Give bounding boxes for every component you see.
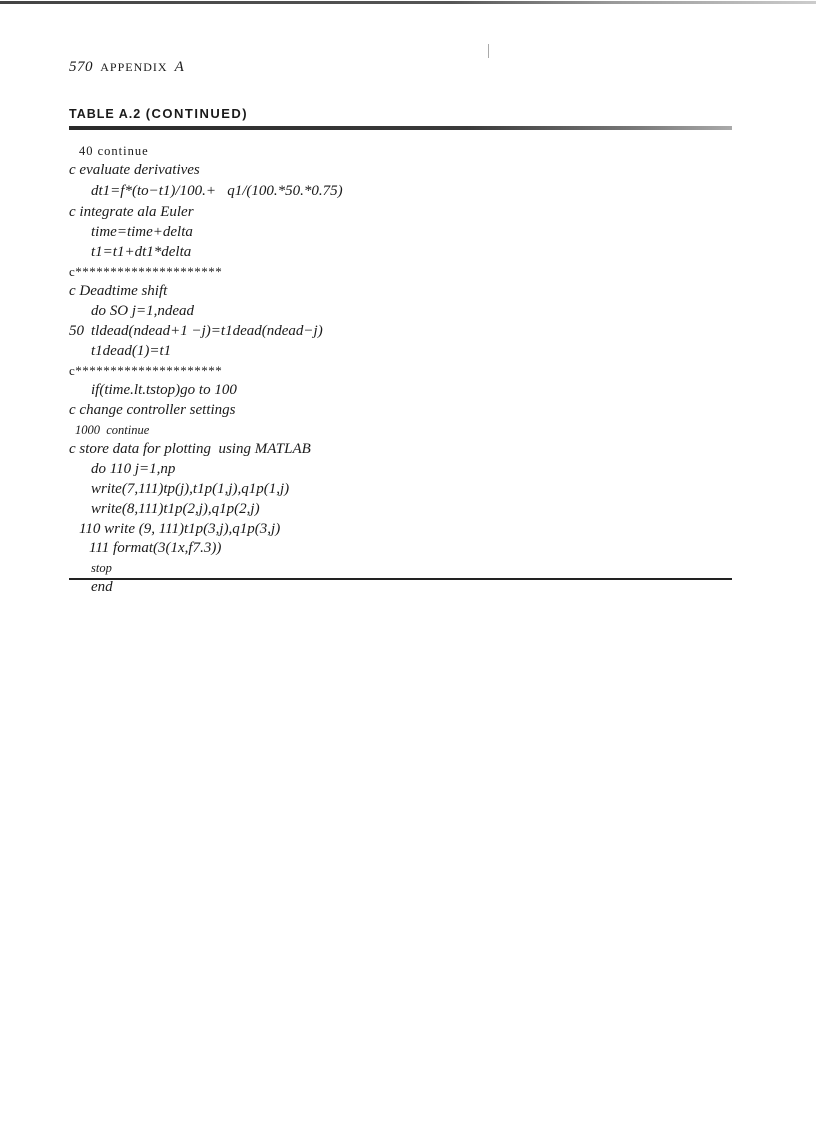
code-line: c********************* bbox=[69, 264, 223, 279]
code-line: 110 write (9, 111)t1p(3,j),q1p(3,j) bbox=[79, 521, 281, 537]
margin-mark bbox=[488, 44, 489, 58]
code-line: t1=t1+dt1*delta bbox=[91, 244, 192, 260]
code-line: 111 format(3(1x,f7.3)) bbox=[89, 540, 222, 556]
code-line: if(time.lt.tstop)go to 100 bbox=[91, 382, 237, 398]
code-line: 40 continue bbox=[79, 144, 149, 158]
table-title bbox=[69, 106, 248, 121]
table-label: TABLE A.2 bbox=[69, 107, 142, 121]
code-line: end bbox=[91, 579, 113, 595]
code-line: time=time+delta bbox=[91, 224, 193, 240]
table-top-rule bbox=[69, 126, 732, 130]
code-line: c store data for plotting using MATLAB bbox=[69, 441, 311, 457]
code-line: write(7,111)tp(j),t1p(1,j),q1p(1,j) bbox=[91, 481, 290, 497]
table-bottom-rule bbox=[69, 578, 732, 580]
table-continued: (CONTINUED) bbox=[145, 106, 249, 121]
code-line: c evaluate derivatives bbox=[69, 162, 200, 178]
code-line: write(8,111)t1p(2,j),q1p(2,j) bbox=[91, 501, 260, 517]
code-line: stop bbox=[91, 561, 112, 575]
code-line: 1000 continue bbox=[75, 423, 150, 437]
code-line: do SO j=1,ndead bbox=[91, 303, 195, 319]
code-line: do 110 j=1,np bbox=[91, 461, 176, 477]
code-line: c Deadtime shift bbox=[69, 283, 168, 299]
section-label: APPENDIX bbox=[100, 60, 168, 74]
code-line: c integrate ala Euler bbox=[69, 204, 194, 220]
page-number: 570 bbox=[69, 59, 93, 75]
running-head bbox=[69, 59, 184, 76]
appendix-letter: A bbox=[174, 59, 185, 75]
code-line: c change controller settings bbox=[69, 402, 236, 418]
line-number: 50 bbox=[69, 323, 84, 339]
code-line: t1dead(1)=t1 bbox=[91, 343, 172, 359]
code-line: tldead(ndead+1 −j)=t1dead(ndead−j) bbox=[91, 323, 323, 339]
code-line: c********************* bbox=[69, 363, 223, 378]
scan-top-edge bbox=[0, 1, 816, 4]
code-line: dt1=f*(to−t1)/100.+ q1/(100.*50.*0.75) bbox=[91, 183, 343, 199]
